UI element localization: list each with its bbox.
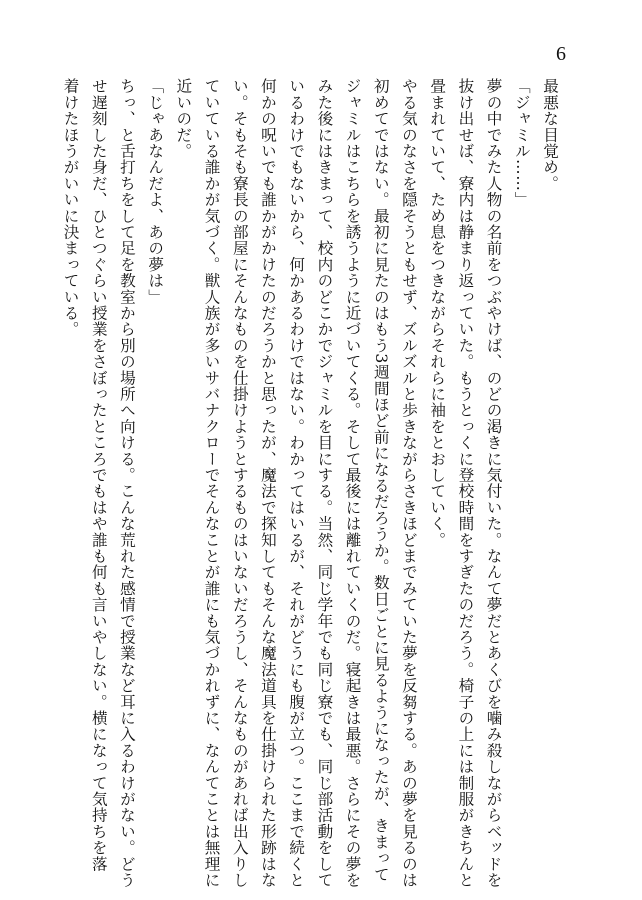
text-line: 何かの呪いでも誰かがかけたのだろうかと思ったが、魔法で探知してもそんな魔法道具を仕掛けられた形跡はな bbox=[258, 78, 277, 888]
text-line: いるわけでもないから、何かあるわけではない。わかってはいるが、それがどうにも腹が立つ。ここまで続くと bbox=[287, 78, 306, 888]
text-line: ていている誰かが気づく。獣人族が多いサバナクローでそんなことが誰にも気づかれずに、なんてことは無理に bbox=[202, 78, 221, 888]
page-number: 6 bbox=[556, 43, 566, 65]
text-line: 畳まれていて、ため息をつきながらそれらに袖をとおしていく。 bbox=[428, 78, 447, 548]
text-line: みた後にはきまって、校内のどこかでジャミルを目にする。当然、同じ学年でも同じ寮でも、同じ部活動をして bbox=[315, 78, 334, 888]
text-line: 抜け出せば、寮内は静まり返っていた。もうとっくに登校時間をすぎたのだろう。椅子の上には制服がきちんと bbox=[456, 78, 475, 888]
text-line: ジャミルはこちらを誘うように近づいてくる。そして最後には離れていくのだ。寝起きは最悪。さらにその夢を bbox=[343, 78, 362, 888]
text-line: 「ジャミル……」 bbox=[512, 78, 531, 208]
novel-text-body bbox=[61, 78, 564, 888]
text-line: 初めてではない。最初に見たのはもう3週間ほど前になるだろうか。数日ごとに見るようになったが、きまって bbox=[371, 78, 390, 883]
text-line: 着けたほうがいいに決まっている。 bbox=[61, 78, 80, 338]
text-line: 最悪な目覚め。 bbox=[541, 78, 559, 192]
text-line: 夢の中でみた人物の名前をつぶやけば、のどの渇きに気付いた。なんて夢だとあくびを噛み殺しながらベッドを bbox=[484, 78, 503, 888]
text-line: い。そもそも寮長の部屋にそんなものを仕掛けようとするものはいないだろうし、そんなものがあれば出入りし bbox=[230, 78, 249, 888]
text-line: 「じゃあなんだよ、あの夢は」 bbox=[146, 78, 165, 305]
text-line: やる気のなさを隠そうともせず、ズルズルと歩きながらさきほどまでみていた夢を反芻する。あの夢を見るのは bbox=[399, 78, 418, 888]
text-line: 近いのだ。 bbox=[174, 78, 193, 159]
text-line: ちっ、と舌打ちをして足を教室から別の場所へ向ける。こんな荒れた感情で授業など耳に入るわけがない。どう bbox=[117, 78, 136, 888]
text-line: せ遅刻した身だ、ひとつぐらい授業をさぼったところでもはや誰も何も言いやしない。横になって気持ちを落 bbox=[89, 78, 108, 872]
